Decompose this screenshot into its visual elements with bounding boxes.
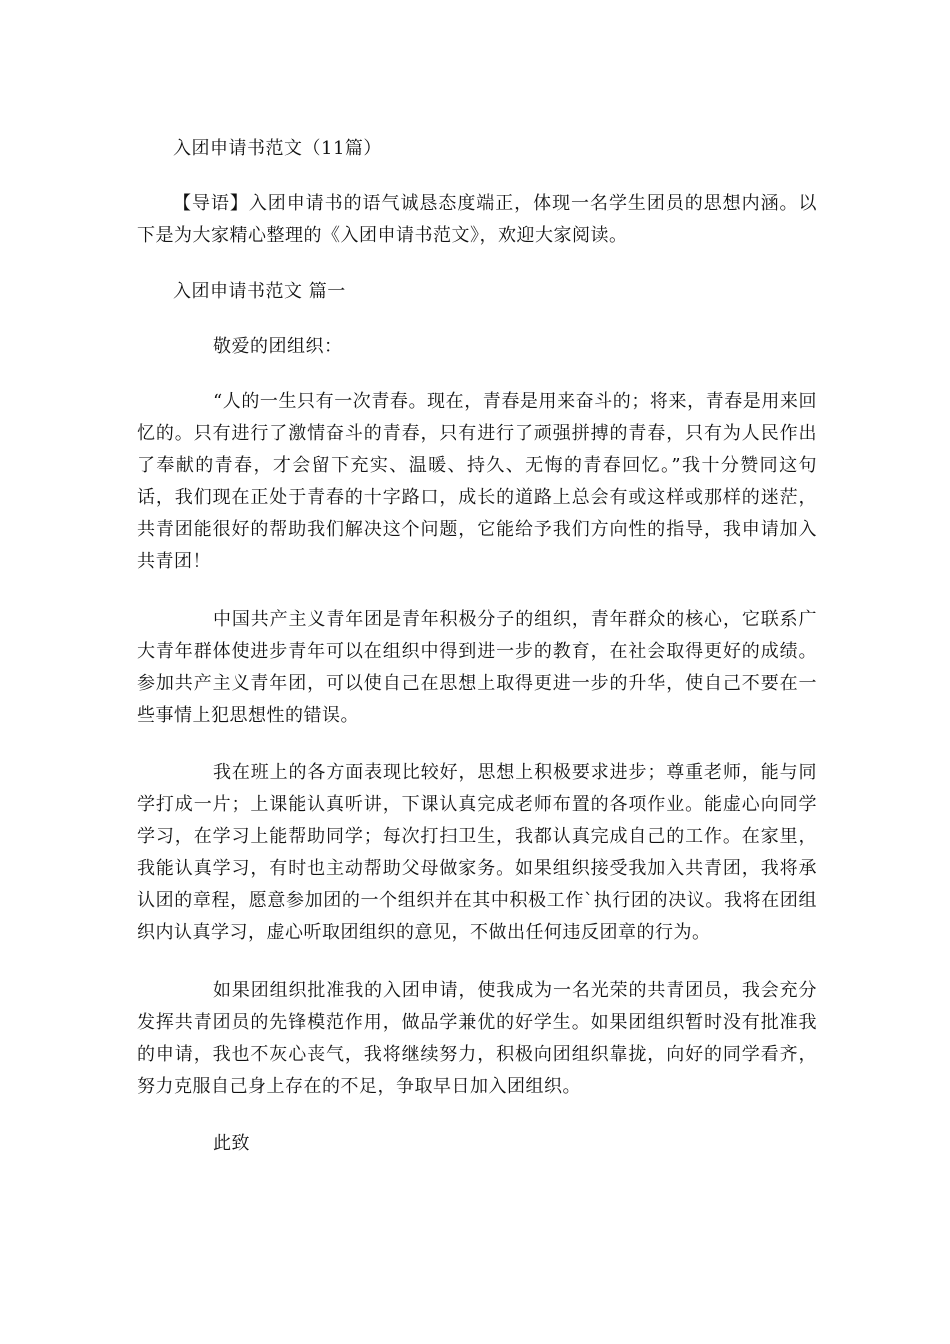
section-heading: 入团申请书范文 篇一 bbox=[173, 281, 346, 302]
body-paragraph-3: 我在班上的各方面表现比较好，思想上积极要求进步；尊重老师，能与同学打成一片；上课能认真听讲，下课认真完成老师布置的各项作业。能虚心向同学学习，在学习上能帮助同学；每次打扫卫生，我都认真完成自己的工作。在家里，我能认真学习，有时也主动帮助父母做家务。如果组织接受我加入共青团，我将承认团的章程，愿意参加团的一个组织并在其中积极工作`执行团的决议。我将在团组织内认真学习，虚心听取团组织的意见，不做出任何违反团章的行为。 bbox=[137, 762, 817, 943]
body-paragraph-2: 中国共产主义青年团是青年积极分子的组织，青年群众的核心，它联系广大青年群体使进步青年可以在组织中得到进一步的教育，在社会取得更好的成绩。参加共产主义青年团，可以使自己在思想上取得更进一步的升华，使自己不要在一些事情上犯思想性的错误。 bbox=[137, 609, 817, 726]
intro-paragraph: 【导语】入团申请书的语气诚恳态度端正，体现一名学生团员的思想内涵。以下是为大家精心整理的《入团申请书范文》，欢迎大家阅读。 bbox=[137, 193, 817, 246]
closing: 此致 bbox=[213, 1133, 250, 1154]
salutation: 敬爱的团组织： bbox=[213, 336, 343, 357]
body-paragraph-1: “人的一生只有一次青春。现在，青春是用来奋斗的；将来，青春是用来回忆的。只有进行了激情奋斗的青春，只有进行了顽强拼搏的青春，只有为人民作出了奉献的青春，才会留下充实、温暖、持久、无悔的青春回忆。”我十分赞同这句话，我们现在正处于青春的十字路口，成长的道路上总会有或这样或那样的迷茫，共青团能很好的帮助我们解决这个问题，它能给予我们方向性的指导，我申请加入共青团！ bbox=[137, 391, 817, 572]
body-paragraph-4: 如果团组织批准我的入团申请，使我成为一名光荣的共青团员，我会充分发挥共青团员的先锋模范作用，做品学兼优的好学生。如果团组织暂时没有批准我的申请，我也不灰心丧气，我将继续努力，积极向团组织靠拢，向好的同学看齐，努力克服自己身上存在的不足，争取早日加入团组织。 bbox=[137, 980, 817, 1097]
document-title: 入团申请书范文（11篇） bbox=[173, 138, 382, 159]
